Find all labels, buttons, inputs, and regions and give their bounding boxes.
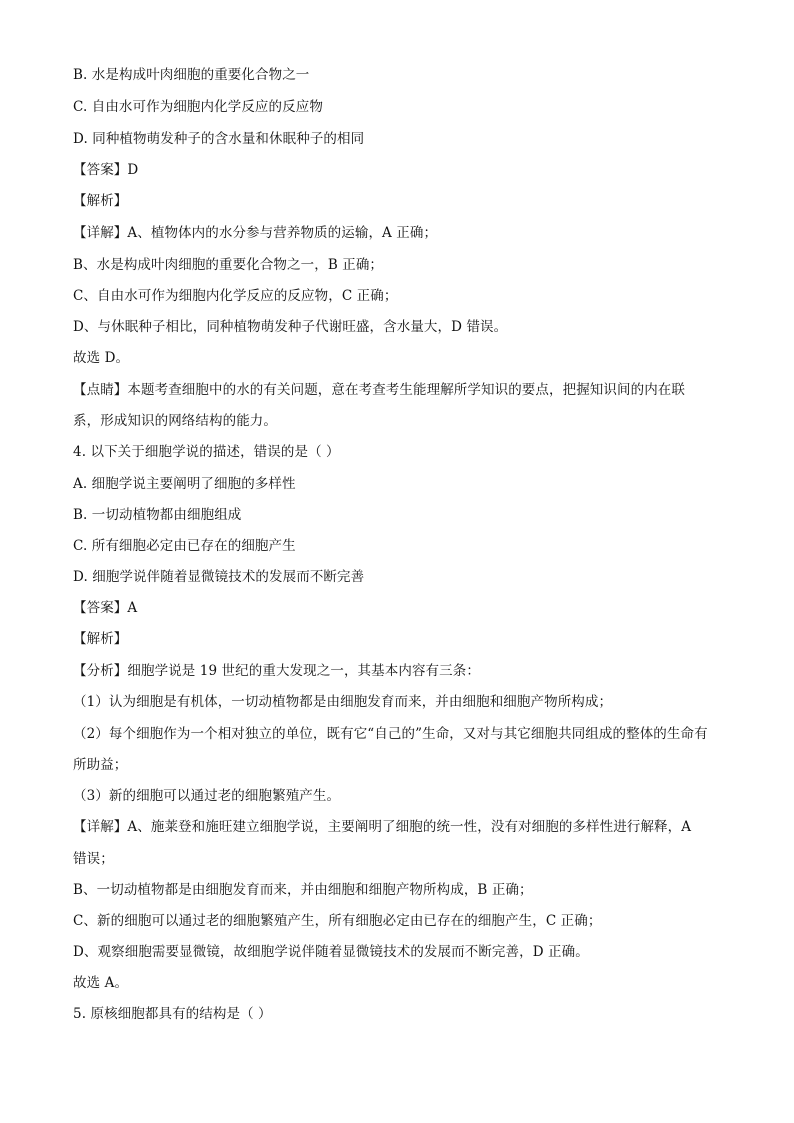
detail-line: C、自由水可作为细胞内化学反应的反应物，C 正确； — [73, 288, 398, 304]
detail-line: 【详解】A、施莱登和施旺建立细胞学说，主要阐明了细胞的统一性，没有对细胞的多样性进行解释，A — [73, 819, 692, 835]
comment-line: 系，形成知识的网络结构的能力。 — [73, 413, 277, 429]
analysis-line: 【分析】细胞学说是 19 世纪的重大发现之一，其基本内容有三条： — [73, 663, 480, 679]
detail-line: D、与休眠种子相比，同种植物萌发种子代谢旺盛，含水量大，D 错误。 — [73, 319, 508, 335]
question-4-option-a: A. 细胞学说主要阐明了细胞的多样性 — [73, 476, 296, 492]
analysis-heading: 【解析】 — [73, 631, 128, 647]
question-4-option-c: C. 所有细胞必定由已存在的细胞产生 — [73, 538, 296, 554]
detail-line: D、观察细胞需要显微镜，故细胞学说伴随着显微镜技术的发展而不断完善，D 正确。 — [73, 944, 589, 960]
answer-line: 【答案】D — [73, 162, 139, 178]
conclusion-line: 故选 D。 — [73, 350, 130, 366]
analysis-line: （1）认为细胞是有机体，一切动植物都是由细胞发育而来，并由细胞和细胞产物所构成； — [73, 694, 613, 710]
question-5-stem: 5. 原核细胞都具有的结构是（ ） — [73, 1006, 272, 1022]
analysis-line: 所助益； — [73, 757, 128, 773]
option-c-line: C. 自由水可作为细胞内化学反应的反应物 — [73, 99, 323, 115]
question-4-option-b: B. 一切动植物都由细胞组成 — [73, 507, 242, 523]
detail-line: 【详解】A、植物体内的水分参与营养物质的运输，A 正确； — [73, 225, 438, 241]
conclusion-line: 故选 A。 — [73, 975, 129, 991]
analysis-line: （3）新的细胞可以通过老的细胞繁殖产生。 — [73, 788, 341, 804]
question-4-stem: 4. 以下关于细胞学说的描述，错误的是（ ） — [73, 444, 340, 460]
question-4-option-d: D. 细胞学说伴随着显微镜技术的发展而不断完善 — [73, 569, 365, 585]
answer-line: 【答案】A — [73, 600, 138, 616]
detail-line: C、新的细胞可以通过老的细胞繁殖产生，所有细胞必定由已存在的细胞产生，C 正确； — [73, 913, 602, 929]
comment-line: 【点睛】本题考查细胞中的水的有关问题，意在考查考生能理解所学知识的要点，把握知识间的内在联 — [73, 382, 685, 398]
detail-line: 错误； — [73, 851, 114, 867]
detail-line: B、水是构成叶肉细胞的重要化合物之一，B 正确； — [73, 257, 384, 273]
detail-line: B、一切动植物都是由细胞发育而来，并由细胞和细胞产物所构成，B 正确； — [73, 882, 533, 898]
option-d-line: D. 同种植物萌发种子的含水量和休眠种子的相同 — [73, 131, 365, 147]
analysis-line: （2）每个细胞作为一个相对独立的单位，既有它“自己的”生命，又对与其它细胞共同组成的整体的生命有 — [73, 726, 708, 742]
option-b-line: B. 水是构成叶肉细胞的重要化合物之一 — [73, 67, 310, 83]
analysis-heading: 【解析】 — [73, 193, 128, 209]
